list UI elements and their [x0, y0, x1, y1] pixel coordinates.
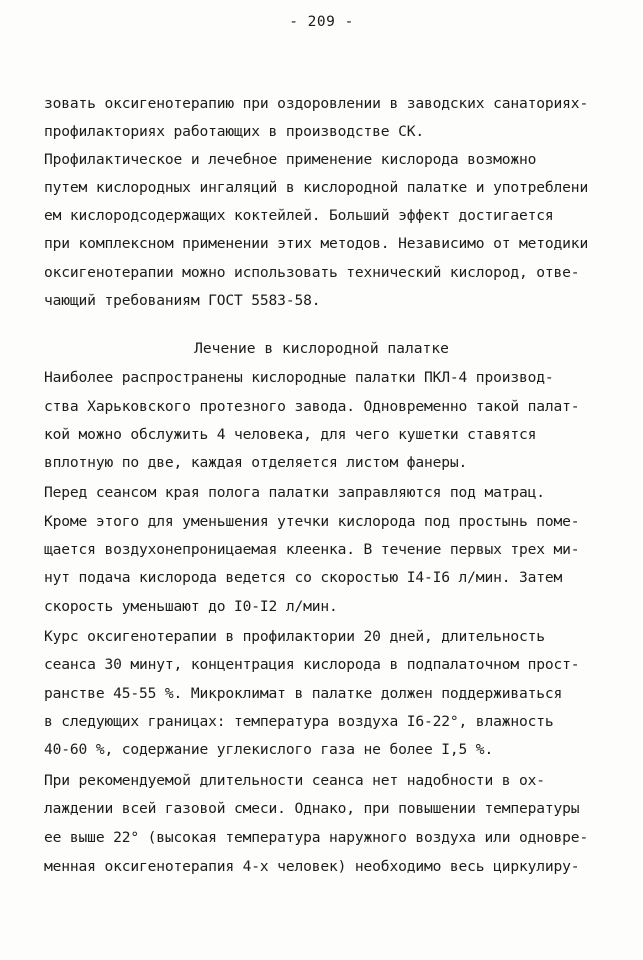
text-line: Наиболее распространены кислородные палатки ПКЛ-4 производ- — [44, 369, 554, 386]
text-line: путем кислородных ингаляций в кислородной палатке и употреблени — [44, 179, 589, 196]
text-line: зовать оксигенотерапию при оздоровлении в заводских санаториях- — [44, 95, 589, 112]
text-line: ранстве 45-55 %. Микроклимат в палатке должен поддерживаться — [44, 685, 563, 702]
page-number: - 209 - — [289, 14, 354, 30]
text-line: Перед сеансом края полога палатки заправляются под матрац. — [44, 484, 545, 501]
section-heading: Лечение в кислородной палатке — [194, 340, 449, 357]
text-line: в следующих границах: температура воздуха I6-22°, влажность — [44, 713, 554, 730]
text-line: кой можно обслужить 4 человека, для чего кушетки ставятся — [44, 426, 537, 443]
text-line: профилакториях работающих в производстве СК. — [44, 123, 424, 140]
text-line: оксигенотерапии можно использовать технический кислород, отве- — [44, 264, 580, 281]
text-line: нут подача кислорода ведется со скоростью I4-I6 л/мин. Затем — [44, 569, 563, 586]
text-line: менная оксигенотерапия 4-х человек) необходимо весь циркулиру- — [44, 858, 580, 875]
text-line: ства Харьковского протезного завода. Одновременно такой палат- — [44, 398, 580, 415]
text-line: Курс оксигенотерапии в профилактории 20 дней, длительность — [44, 628, 545, 645]
text-line: скорость уменьшают до I0-I2 л/мин. — [44, 598, 338, 615]
text-line: ее выше 22° (высокая температура наружного воздуха или одновре- — [44, 829, 589, 846]
text-line: при комплексном применении этих методов. Независимо от методики — [44, 235, 589, 252]
text-line: лаждении всей газовой смеси. Однако, при повышении температуры — [44, 800, 580, 817]
text-line: Кроме этого для уменьшения утечки кислорода под простынь поме- — [44, 513, 580, 530]
text-line: 40-60 %, содержание углекислого газа не более I,5 %. — [44, 741, 494, 758]
text-line: чающий требованиям ГОСТ 5583-58. — [44, 292, 321, 309]
text-line: Профилактическое и лечебное применение кислорода возможно — [44, 151, 537, 168]
text-line: щается воздухонепроницаемая клеенка. В течение первых трех ми- — [44, 541, 580, 558]
text-line: сеанса 30 минут, концентрация кислорода в подпалаточном прост- — [44, 656, 580, 673]
text-line: При рекомендуемой длительности сеанса нет надобности в ох- — [44, 772, 545, 789]
text-line: вплотную по две, каждая отделяется листом фанеры. — [44, 454, 468, 471]
text-line: ем кислородсодержащих коктейлей. Больший эффект достигается — [44, 207, 554, 224]
